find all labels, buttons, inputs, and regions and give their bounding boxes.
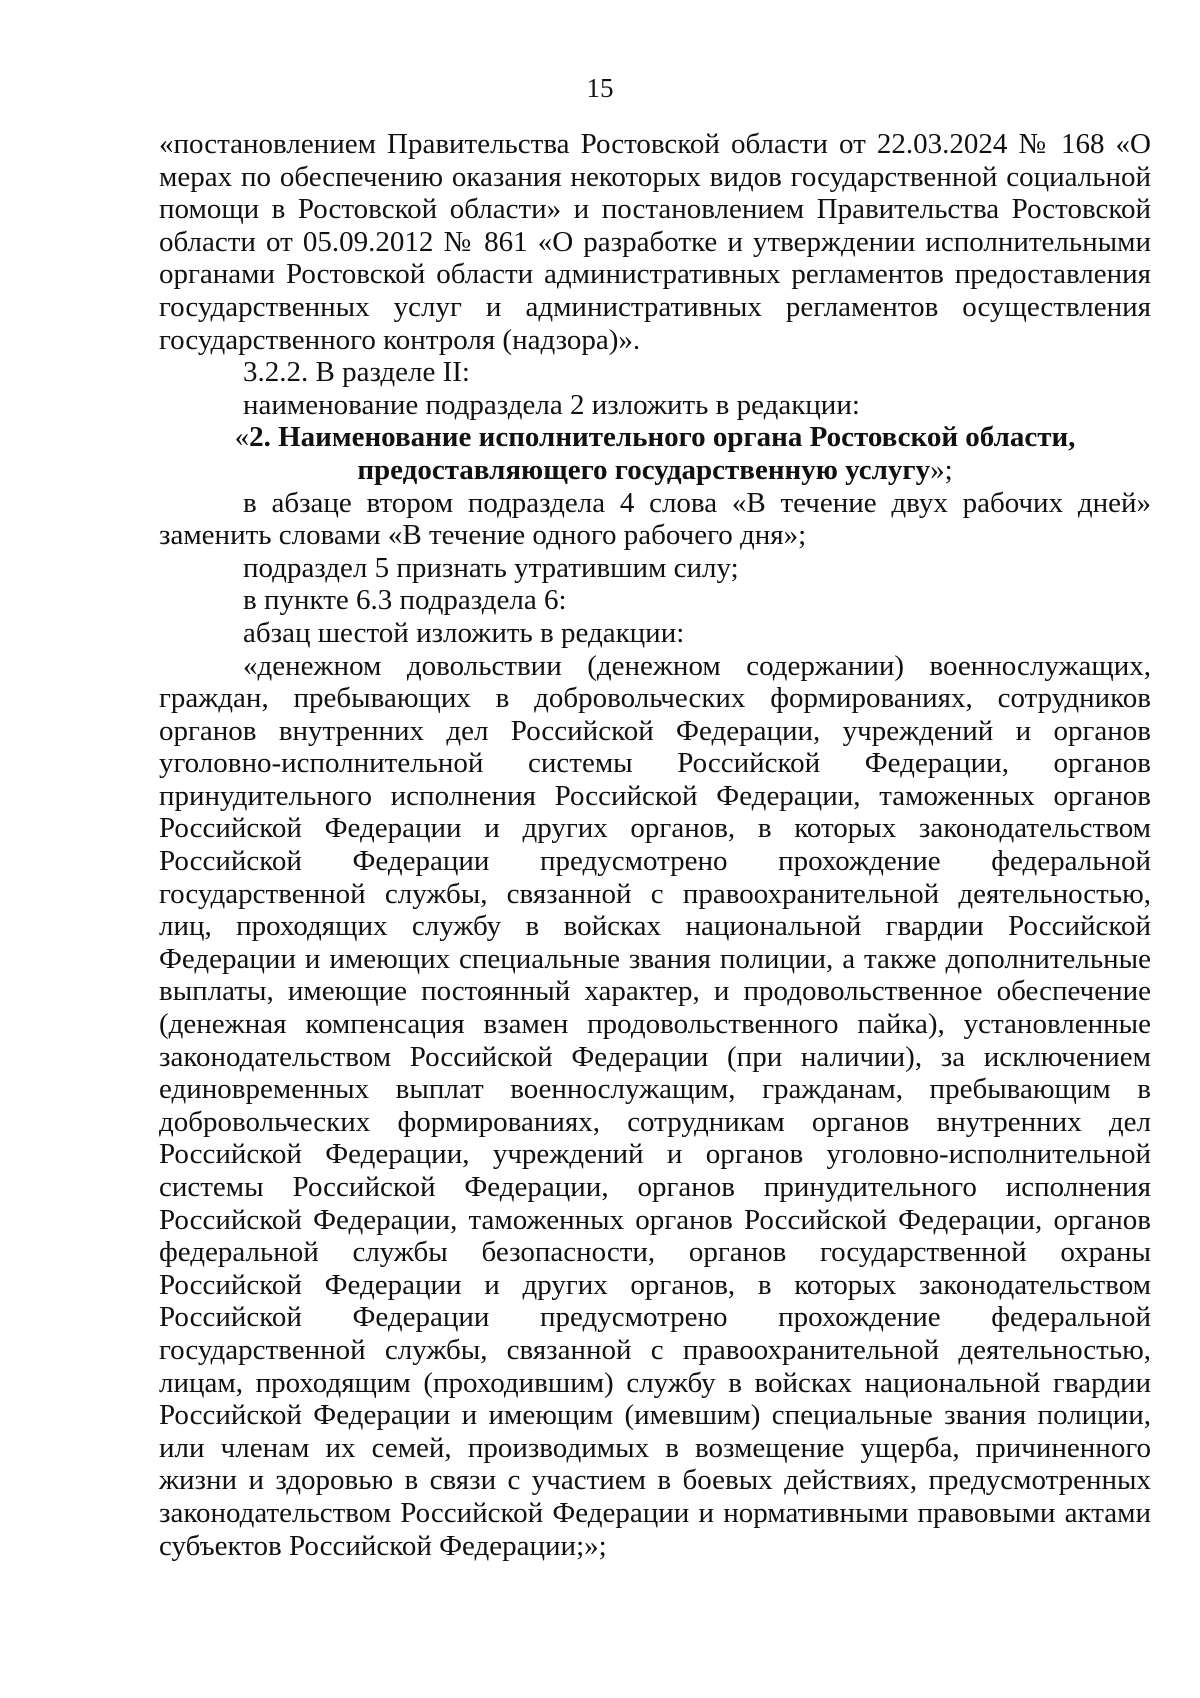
page-number: 15	[586, 73, 614, 103]
heading-bold-text: 2. Наименование исполнительного органа Ростовской области, предоставляющего государственную услугу	[249, 421, 1076, 486]
paragraph-sixth-abzac: абзац шестой изложить в редакции:	[243, 616, 685, 649]
paragraph-allowance-text: «денежном довольствии (денежном содержании) военнослужащих, граждан, пребывающих в добровольческих формированиях, сотрудников органов внутренних дел Российской Федерации, учреждений и органов уголовно-исполнительной системы Российской Федерации, органов принудительного исполнения Российской Федерации, таможенных органов Российской Федерации и других органов, в которых законодательством Российской Федерации предусмотрено прохождение федеральной государственной службы, связанной с правоохранительной деятельностью, лиц, проходящих службу в войсках национальной гвардии Российской Федерации и имеющих специальные звания полиции, а также дополнительные выплаты, имеющие постоянный характер, и продовольственное обеспечение (денежная компенсация взамен продовольственного пайка), установленные законодательством Российской Федерации (при наличии), за исключением единовременных выплат военнослужащим, гражданам, пребывающим в добровольческих формированиях, сотрудникам органов внутренних дел Российской Федерации, учреждений и органов уголовно-исполнительной системы Российской Федерации, органов принудительного исполнения Российской Федерации, таможенных органов Российской Федерации, органов федеральной службы безопасности, органов государственной охраны Российской Федерации и других органов, в которых законодательством Российской Федерации предусмотрено прохождение федеральной государственной службы, связанной с правоохранительной деятельностью, лицам, проходящим (проходившим) службу в войсках национальной гвардии Российской Федерации и имеющим (имевшим) специальные звания полиции, или членам их семей, производимых в возмещение ущерба, причиненного жизни и здоровью в связи с участием в боевых действиях, предусмотренных законодательством Российской Федерации и нормативными правовыми актами субъектов Российской Федерации;»;	[159, 649, 1151, 1562]
paragraph-subsection-5-repeal: подраздел 5 признать утратившим силу;	[243, 551, 739, 584]
heading-open-quote: «	[234, 421, 250, 454]
paragraph-item-6-3: в пункте 6.3 подраздела 6:	[243, 584, 567, 617]
heading-close-quote: »;	[930, 453, 953, 486]
subsection-heading	[159, 421, 1151, 486]
paragraph-subsection-2-name: наименование подраздела 2 изложить в редакции:	[243, 388, 860, 421]
paragraph-regulation-reference: «постановлением Правительства Ростовской области от 22.03.2024 № 168 «О мерах по обеспечению оказания некоторых видов государственной социальной помощи в Ростовской области» и постановлением Правительства Ростовской области от 05.09.2012 № 861 «О разработке и утверждении исполнительными органами Ростовской области административных регламентов предоставления государственных услуг и административных регламентов осуществления государственного контроля (надзора)».	[159, 128, 1151, 356]
paragraph-subsection-4-change: в абзаце втором подраздела 4 слова «В течение двух рабочих дней» заменить словами «В течение одного рабочего дня»;	[159, 486, 1151, 552]
document-body	[159, 128, 1151, 1562]
paragraph-section-2-heading: 3.2.2. В разделе II:	[243, 356, 470, 389]
